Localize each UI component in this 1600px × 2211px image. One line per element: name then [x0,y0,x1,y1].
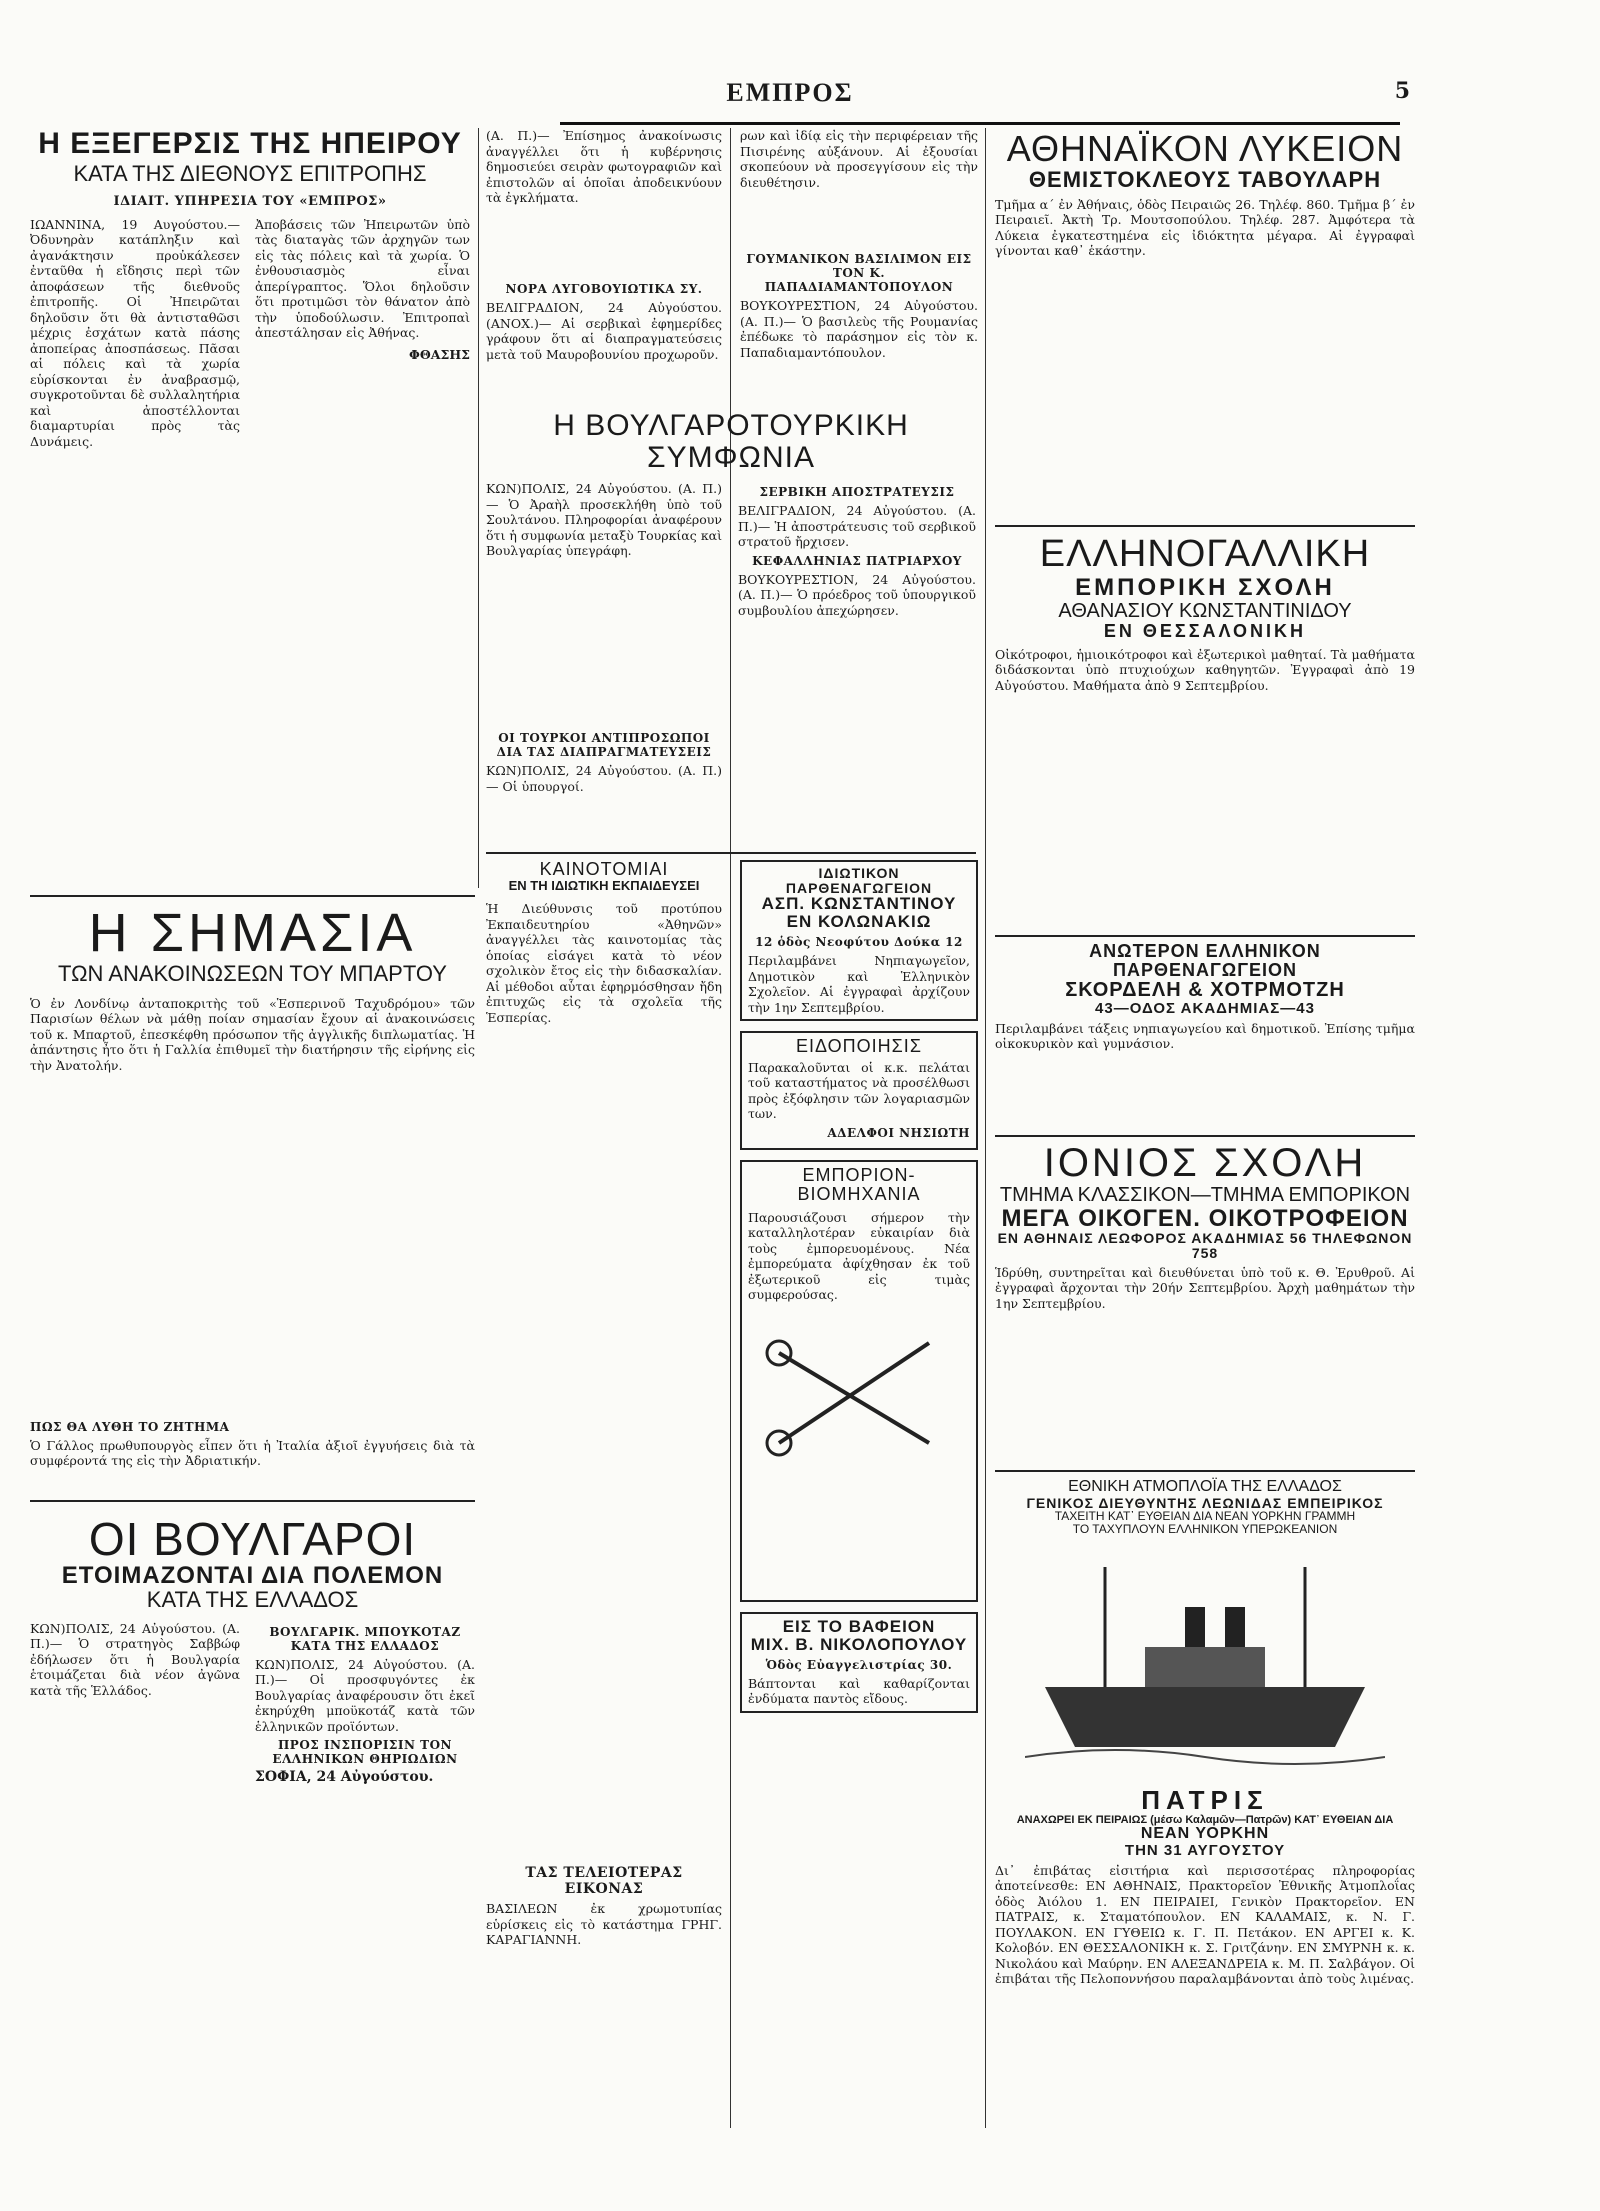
address-vafeion: Ὁδὸς Εὐαγγελιστρίας 30. [765,1657,953,1672]
subhead-skordeli: ΣΚΟΡΔΕΛΗ & ΧΟΤΡΜΟΤΖΗ [1065,978,1345,1001]
patris-line2: ΝΕΑΝ ΥΟΡΚΗΝ [1140,1825,1270,1843]
ad-box-parthenagogeion [740,860,978,1021]
text-parthenagogeion: Περιλαμβάνει Νηπιαγωγεῖον, Δημοτικὸν καὶ Ἑλληνικὸν Σχολεῖον. Αἱ ἐγγραφαὶ ἀρχίζουν τὴν 1ην Σεπτεμβρίου. [748,953,970,1015]
subhead-oikotrofeion: ΜΕΓΑ ΟΙΚΟΓΕΝ. ΟΙΚΟΤΡΟΦΕΙΟΝ [1001,1205,1409,1232]
address-parthenagogeion: 12 ὁδὸς Νεοφύτου Δούκα 12 [755,935,963,950]
headline-ionios: ΙΟΝΙΟΣ ΣΧΟΛΗ [1043,1141,1367,1185]
subhead-kefallinias: ΚΕΦΑΛΛΗΝΙΑΣ ΠΑΤΡΙΑΡΧΟΥ [752,553,962,568]
text-serviki: ΒΕΛΙΓΡΑΔΙΟΝ, 24 Αὐγούστου. (Α. Π.)— Ἡ ἀποστράτευσις τοῦ σερβικοῦ στρατοῦ ἤρχισεν. [738,503,976,549]
subhead-voulgaroi-2: ΚΑΤΑ ΤΗΣ ΕΛΛΑΔΟΣ [146,1587,359,1613]
section-divider [995,1135,1415,1137]
subhead-konstantinidou: ΑΘΑΝΑΣΙΟΥ ΚΩΝΣΤΑΝΤΙΝΙΔΟΥ [1058,600,1352,623]
signature-eidopoiisis: ΑΔΕΛΦΟΙ ΝΗΣΙΩΤΗ [827,1125,970,1140]
article-telegrams-1 [486,128,722,410]
subhead-roumaniko: ΓΟΥΜΑΝΙΚΟΝ ΒΑΣΙΛΙΜΟΝ ΕΙΣ ΤΟΝ Κ. ΠΑΠΑΔΙΑΜΑΝΤΟΠΟΥΛΟΝ [746,252,972,294]
ad-box-eidopoiisis [740,1031,978,1150]
dateline-sofia: ΣΟΦΙΑ, 24 Αὐγούστου. [255,1769,434,1786]
subhead-yperokeanion: ΤΟ ΤΑΧΥΠΛΟΥΝ ΕΛΛΗΝΙΚΟΝ ΥΠΕΡΩΚΕΑΝΙΟΝ [1072,1522,1338,1537]
subhead-simasia: ΤΩΝ ΑΝΑΚΟΙΝΩΣΕΩΝ ΤΟΥ ΜΠΑΡΤΟΥ [58,960,447,986]
subhead-thessaloniki: ΕΝ ΘΕΣΣΑΛΟΝΙΚΗ [1103,621,1307,642]
subhead-tmima: ΤΜΗΜΑ ΚΛΑΣΣΙΚΟΝ—ΤΜΗΜΑ ΕΜΠΟΡΙΚΟΝ [999,1184,1411,1206]
subhead-eikones: ΤΑΣ ΤΕΛΕΙΟΤΕΡΑΣ ΕΙΚΟΝΑΣ [525,1865,683,1898]
text-ellinogalliki: Οἰκότροφοι, ἡμιοικότροφοι καὶ ἐξωτερικοὶ μαθηταί. Τὰ μαθήματα διδάσκονται ὑπὸ πτυχιούχων καθηγητῶν. Ἐγγραφαὶ ἀπὸ 19 Αὐγούστου. Μαθήματα ἀπὸ 9 Σεπτεμβρίου. [995,646,1415,693]
text-ionios: Ἱδρύθη, συντηρεῖται καὶ διευθύνεται ὑπὸ τοῦ κ. Θ. Ἐρυθροῦ. Αἱ ἐγγραφαὶ ἄρχονται τὴν 20ήν Σεπτεμβρίου. Ἀρχὴ μαθημάτων τὴν 1ην Σεπτεμβρίου. [995,1264,1415,1311]
article-voulgaroi [30,1515,475,1951]
subhead-nora: ΝΟΡΑ ΛΥΓΟΒΟΥΙΩΤΙΚΑ ΣΥ. [505,282,703,296]
headline-kainotomiai: ΚΑΙΝΟΤΟΜΙΑΙ [539,859,669,879]
text-tourkoi: ΚΩΝ)ΠΟΛΙΣ, 24 Αὐγούστου. (Α. Π.)— Οἱ ὑπουργοί. [486,763,722,794]
patris-line1: ΑΝΑΧΩΡΕΙ ΕΚ ΠΕΙΡΑΙΩΣ (μέσω Καλαμῶν—Πατρῶν) ΚΑΤ᾽ ΕΥΘΕΙΑΝ ΔΙΑ [1016,1813,1394,1826]
ad-ionios [995,1142,1415,1445]
ad-box-vafeion [740,1612,978,1713]
text-kefallinias: ΒΟΥΚΟΥΡΕΣΤΙΟΝ, 24 Αὐγούστου. (Α. Π.)— Ὁ πρόεδρος τοῦ ὑπουργικοῦ συμβουλίου ἀπεχώρησεν. [738,571,976,618]
text-boycott: ΚΩΝ)ΠΟΛΙΣ, 24 Αὐγούστου. (Α. Π.)— Οἱ προσφυγόντες ἐκ Βουλγαρίας ἀναφέρουσιν ὅτι ἐκεῖ ἐκηρύχθη μποϋκοτάζ κατὰ τῶν ἑλληνικῶν προϊόντων. [255,1656,475,1734]
ad-lykeion [995,130,1415,377]
subhead-leoforos: ΕΝ ΑΘΗΝΑΙΣ ΛΕΩΦΟΡΟΣ ΑΚΑΔΗΜΙΑΣ 56 ΤΗΛΕΦΩΝΟΝ 758 [997,1230,1413,1261]
article-voulgaroi-right [255,1621,475,1786]
subhead-grammi: ΤΑΧΕΙΤΗ ΚΑΤ᾽ ΕΥΘΕΙΑΝ ΔΙΑ ΝΕΑΝ ΥΟΡΚΗΝ ΓΡΑΜΜΗ [1054,1509,1356,1524]
ad-anoteron [995,942,1415,1131]
text-lysi: Ὁ Γάλλος πρωθυπουργὸς εἶπεν ὅτι ἡ Ἰταλία ἀξιοῖ ἐγγυήσεις διὰ τὰ συμφέροντά της εἰς τὴν Ἀδριατικήν. [30,1437,475,1469]
article-kainotomiai [486,860,722,1948]
article-telegrams-2 [740,128,978,388]
subhead-boycott: ΒΟΥΛΓΑΡΙΚ. ΜΠΟΥΚΟΤΑΖ ΚΑΤΑ ΤΗΣ ΕΛΛΑΔΟΣ [269,1624,461,1653]
headline-symfonia: Η ΒΟΥΛΓΑΡΟΤΟΥΡΚΙΚΗ ΣΥΜΦΩΝΙΑ [553,409,909,474]
patris-line3: ΤΗΝ 31 ΑΥΓΟΥΣΤΟΥ [1124,1841,1286,1859]
headline-emporion: ΕΜΠΟΡΙΟΝ-ΒΙΟΜΗΧΑΝΙΑ [797,1164,921,1204]
text-eidopoiisis: Παρακαλοῦνται οἱ κ.κ. πελάται τοῦ καταστήματος νὰ προσέλθωσι πρὸς ἐξόφλησιν τῶν λογαριασμῶν των. [748,1059,970,1122]
text-eikones: ΒΑΣΙΛΕΩΝ ἐκ χρωμοτυπίας εὑρίσκεις εἰς τὸ κατάστημα ΓΡΗΓ. ΚΑΡΑΓΙΑΝΝΗ. [486,1901,722,1948]
ad-ellinogalliki [995,535,1415,917]
masthead [0,78,1600,118]
text-symfonia: ΚΩΝ)ΠΟΛΙΣ, 24 Αὐγούστου. (Α. Π.)— Ὁ Ἀραὴλ προσεκλήθη ὑπὸ τοῦ Σουλτάνου. Πληροφορίαι ἀναφέρουν ὅτι ἡ συμφωνία μεταξὺ Τουρκίας καὶ Βουλγαρίας ὑπεγράφη. [486,481,722,558]
article-symfonia-right [738,481,976,618]
text-simasia: Ὁ ἐν Λονδίνῳ ἀνταποκριτὴς τοῦ «Ἑσπερινοῦ Ταχυδρόμου» τῶν Παρισίων θέλων νὰ μάθῃ ποίαν σημασίαν ἔχουν αἱ ἀνακοινώσεις τοῦ κ. Μπαρτοῦ, ἐπεσκέφθη πρόσωπον τῆς ἀγγλικῆς διπλωματίας. Ἡ ἀπάντησις ἦτο ὅτι ἡ Γαλλία ἐπιθυμεῖ τὴν διατήρησιν τῆς εἰρήνης εἰς τὴν Ἀνατολήν. [30,995,475,1073]
text-beligradion: ΒΕΛΙΓΡΑΔΙΟΝ, 24 Αὐγούστου. (ΑΝΟΧ.)— Αἱ σερβικαὶ ἐφημερίδες γράφουν ὅτι αἱ διαπραγματεύσεις μετὰ τοῦ Μαυροβουνίου προχωροῦν. [486,300,722,362]
section-divider [995,525,1415,527]
subhead-tourkoi: ΟΙ ΤΟΥΡΚΟΙ ΑΝΤΙΠΡΟΣΩΠΟΙ ΔΙΑ ΤΑΣ ΔΙΑΠΡΑΓΜΑΤΕΥΣΕΙΣ [496,731,712,759]
text-emporion: Παρουσιάζουσι σήμερον τὴν καταλληλοτέραν εὐκαιρίαν διὰ τοὺς ἐμπορευομένους. Νέα ἐμπορεύματα ἀφίχθησαν ἐκ τοῦ ἐξωτερικοῦ εἰς τιμὰς συμφερούσας. [748,1209,970,1303]
text-ipeiros: ΙΩΑΝΝΙΝΑ, 19 Αυγούστου.— Ὀδυνηρὰν κατάπληξιν καὶ ἀγανάκτησιν προὐκάλεσεν ἐνταῦθα ἡ εἴδησις περὶ τῶν ἀποφάσεων τῆς διεθνοῦς ἐπιτροπῆς. Οἱ Ἠπειρῶται δηλοῦσιν ὅτι θὰ ἀντισταθῶσι μέχρις ἐσχάτων κατὰ πάσης ἀποπείρας ἀποσπάσεως. Πᾶσαι αἱ πόλεις καὶ τὰ χωρία εὑρίσκονται ἐν ἀναβρασμῷ, συγκροτοῦνται δὲ συλλαλητήρια καὶ ἀποστέλλονται διαμαρτυρίαι πρὸς τὰς Δυνάμεις. [30,216,240,449]
article-tourkoi [486,731,722,794]
headline-patris: ΠΑΤΡΙΣ [1141,1784,1269,1815]
subhead-kolonaki: ΕΝ ΚΟΛΩΝΑΚΙΩ [786,912,932,932]
ad-atmoploia [995,1478,1415,1987]
text-pisirenis: ρων καὶ ἰδίᾳ εἰς τὴν περιφέρειαν τῆς Πισιρένης αὐξάνουν. Αἱ ἐξουσίαι σκοπεύουν νὰ προσεγγίσουν εἰς τὴν διευθέτησιν. [740,128,978,190]
subhead-empeirikos: ΓΕΝΙΚΟΣ ΔΙΕΥΘΥΝΤΗΣ ΛΕΩΝΙΔΑΣ ΕΜΠΕΙΡΙΚΟΣ [1026,1494,1384,1511]
section-divider [995,935,1415,937]
subhead-kainotomiai: ΕΝ ΤΗ ΙΔΙΩΤΙΚΗ ΕΚΠΑΙΔΕΥΣΕΙ [508,877,700,893]
headline-parthenagogeion: ΙΔΙΩΤΙΚΟΝ ΠΑΡΘΕΝΑΓΩΓΕΙΟΝ [785,865,933,896]
headline-vafeion: ΕΙΣ ΤΟ ΒΑΦΕΙΟΝ [782,1616,936,1636]
headline-voulgaroi: ΟΙ ΒΟΥΛΓΑΡΟΙ [88,1513,417,1565]
subhead-lysi: ΠΩΣ ΘΑ ΛΥΘΗ ΤΟ ΖΗΤΗΜΑ [30,1419,230,1434]
subhead-lykeion: ΘΕΜΙΣΤΟΚΛΕΟΥΣ ΤΑΒΟΥΛΑΡΗ [1028,166,1382,192]
subhead-thiriodiai: ΠΡΟΣ ΙΝΣΠΟΡΙΣΙΝ ΤΟΝ ΕΛΛΗΝΙΚΩΝ ΘΗΡΙΩΔΙΩΝ [272,1738,458,1767]
text-voulgaroi: ΚΩΝ)ΠΟΛΙΣ, 24 Αὐγούστου. (Α. Π.)— Ὁ στρατηγὸς Σαββώφ ἐδήλωσεν ὅτι ἡ Βουλγαρία ἑτοιμάζεται διὰ νέον ἀγῶνα κατὰ τῆς Ἑλλάδος. [30,1620,240,1698]
article-simasia [30,905,475,1469]
headline-atmoploia: ΕΘΝΙΚΗ ΑΤΜΟΠΛΟΪΑ ΤΗΣ ΕΛΛΑΔΟΣ [1068,1478,1342,1495]
section-divider [30,895,475,897]
section-divider [486,852,976,854]
text-patris: Δι᾽ ἐπιβάτας εἰσιτήρια καὶ περισσοτέρας πληροφορίας ἀποτείνεσθε: ΕΝ ΑΘΗΝΑΙΣ, Πρακτορεῖον Ἐθνικῆς Ἀτμοπλοΐας ὁδὸς Ἀιόλου 1. ΕΝ ΠΕΙΡΑΙΕΙ, Γενικὸν Πρακτορεῖον. ΕΝ ΠΑΤΡΑΙΣ, κ. Σταματόπουλον. ΕΝ ΚΑΛΑΜΑΙΣ, κ. Ν. Γ. ΠΟΥΛΑΚΟΝ. ΕΝ ΓΥΘΕΙΩ κ. Γ. Π. Πετάκον. ΕΝ ΑΡΓΕΙ κ. Κ. Κολοβόν. ΕΝ ΘΕΣΣΑΛΟΝΙΚΗ κ. Σ. Γριτζάνην. ΕΝ ΣΜΥΡΝΗ κ. κ. Νικολάου καὶ Μαύρην. ΕΝ ΑΛΕΞΑΝΔΡΕΙΑ κ. Μ. Π. Σαλβάγον. Οἱ ἐπιβάται τῆς Πελοποννήσου παραλαμβάνονται ἀπὸ τοὺς λιμένας. [995,1862,1415,1987]
headline-simasia: Η ΣΗΜΑΣΙΑ [88,903,417,963]
byline-ipeiros: ΙΔΙΑΙΤ. ΥΠΗΡΕΣΙΑ ΤΟΥ «ΕΜΠΡΟΣ» [113,193,387,209]
article-symfonia [486,410,976,794]
scissors-illustration [759,1323,959,1463]
article-ipeiros-cont [255,217,470,363]
newspaper-title: ΕΜΠΡΟΣ [726,78,854,107]
subhead-akadimias: 43—ΟΔΟΣ ΑΚΑΔΗΜΙΑΣ—43 [1095,999,1315,1017]
text-anoteron: Περιλαμβάνει τάξεις νηπιαγωγείου καὶ δημοτικοῦ. Ἐπίσης τμῆμα οἰκοκυρικὸν καὶ γυμνάσιον. [995,1020,1415,1052]
subhead-emporiki: ΕΜΠΟΡΙΚΗ ΣΧΟΛΗ [1075,573,1335,601]
masthead-rule [560,122,1400,125]
section-divider [30,1500,475,1502]
subhead-ipeiros: ΚΑΤΑ ΤΗΣ ΔΙΕΘΝΟΥΣ ΕΠΙΤΡΟΠΗΣ [73,160,427,186]
signature-ipeiros: ΦΘΑΣΗΣ [409,346,470,362]
headline-anoteron: ΑΝΩΤΕΡΟΝ ΕΛΛΗΝΙΚΟΝ ΠΑΡΘΕΝΑΓΩΓΕΙΟΝ [1089,941,1321,980]
column-divider [478,128,479,888]
headline-lykeion: ΑΘΗΝΑΪΚΟΝ ΛΥΚΕΙΟΝ [1006,128,1404,169]
ad-parthenagogeion [740,860,978,1719]
text-ipeiros-cont: Ἀποβάσεις τῶν Ἠπειρωτῶν ὑπὸ τὰς διαταγὰς τῶν ἀρχηγῶν των εἰς τὰς πόλεις καὶ τὰ χωρία. Ὁ ἐνθουσιασμὸς εἶναι ἀπερίγραπτος. Ὅλοι δηλοῦσιν ὅτι προτιμῶσι τὸν θάνατον ἀπὸ τὴν ὑποδούλωσιν. Ἐπιτροπαὶ ἀπεστάλησαν εἰς Ἀθήνας. [255,216,470,341]
text-telegram-top: (Α. Π.)— Ἐπίσημος ἀνακοίνωσις ἀναγγέλλει ὅτι ἡ κυβέρνησις δημοσιεύει σειρὰν φωτογραφιῶν καὶ ἐπιστολῶν αἱ ὁποῖαι ἀποδεικνύουν τὰ ἐγκλήματα. [486,128,722,205]
column-divider [985,128,986,2128]
section-divider [995,1470,1415,1472]
headline-ipeiros: Η ΕΞΕΓΕΡΣΙΣ ΤΗΣ ΗΠΕΙΡΟΥ [38,127,462,160]
subhead-serviki: ΣΕΡΒΙΚΗ ΑΠΟΣΤΡΑΤΕΥΣΙΣ [759,485,955,499]
ad-box-emporion [740,1160,978,1602]
article-ipeiros [30,128,470,907]
headline-eidopoiisis: ΕΙΔΟΠΟΙΗΣΙΣ [796,1036,922,1057]
headline-ellinogalliki: ΕΛΛΗΝΟΓΑΛΛΙΚΗ [1039,533,1371,575]
text-vafeion: Βάπτονται καὶ καθαρίζονται ἐνδύματα παντὸς εἴδους. [748,1675,970,1707]
subhead-voulgaroi: ΕΤΟΙΜΑΖΟΝΤΑΙ ΔΙΑ ΠΟΛΕΜΟΝ [61,1562,444,1590]
text-lykeion: Τμῆμα α΄ ἐν Ἀθήναις, ὁδὸς Πειραιῶς 26. Τηλέφ. 860. Τμῆμα β΄ ἐν Πειραιεῖ. Ἀκτὴ Τρ. Μουτσοπούλου. Τηλέφ. 287. Ἀμφότερα τὰ Λύκεια ἐγκατεστημένα εἰς ἰδιόκτητα μέγαρα. Αἱ ἐγγραφαὶ γίνονται καθ᾽ ἑκάστην. [995,196,1415,259]
subhead-parthenagogeion: ΑΣΠ. ΚΩΝΣΤΑΝΤΙΝΟΥ [761,894,957,914]
page-number: 5 [1394,78,1410,104]
subhead-vafeion: ΜΙΧ. Β. ΝΙΚΟΛΟΠΟΥΛΟΥ [750,1634,968,1654]
steamship-illustration [1025,1547,1385,1777]
text-boukourestion: ΒΟΥΚΟΥΡΕΣΤΙΟΝ, 24 Αὐγούστου. (Α. Π.)— Ὁ βασιλεὺς τῆς Ρουμανίας ἐπέδωκε τὸ παράσημον εἰς τὸν κ. Παπαδιαμαντόπουλον. [740,298,978,360]
text-kainotomiai: Ἡ Διεύθυνσις τοῦ προτύπου Ἐκπαιδευτηρίου «Ἀθηνῶν» ἀναγγέλλει τὰς καινοτομίας τὰς ὁποίας εἰσάγει κατὰ τὸ νέον σχολικὸν ἔτος εἰς τὴν διδασκαλίαν. Αἱ μέθοδοι αὗται ἐφηρμόσθησαν ἤδη ἐπιτυχῶς εἰς τὰ σχολεῖα τῆς Ἑσπερίας. [486,901,722,1025]
